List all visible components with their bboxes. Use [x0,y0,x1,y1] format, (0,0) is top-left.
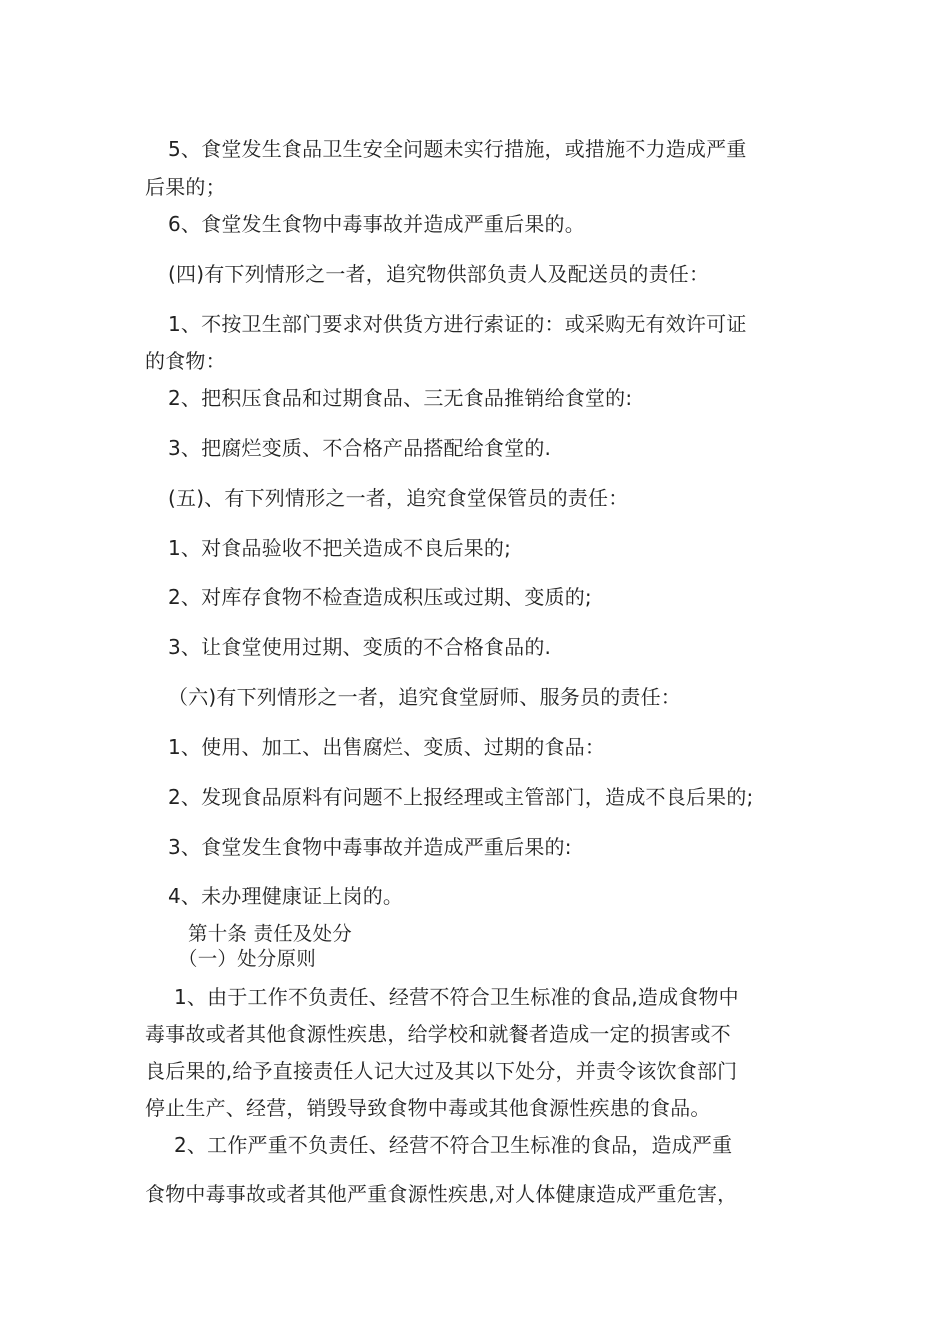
principle-1-line-1: 1、由于工作不负责任、经营不符合卫生标准的食品,造成食物中 [174,985,739,1009]
section-six-item-4: 4、未办理健康证上岗的。 [168,884,404,908]
section-four-heading: (四)有下列情形之一者，追究物供部负责人及配送员的责任： [168,262,710,286]
principle-2-line-2: 食物中毒事故或者其他严重食源性疾患,对人体健康造成严重危害， [145,1182,738,1206]
section-four-item-1-line-1: 1、不按卫生部门要求对供货方进行索证的：或采购无有效许可证 [168,312,747,336]
section-four-item-1-line-2: 的食物： [145,349,226,373]
principle-2-line-1: 2、工作严重不负责任、经营不符合卫生标准的食品，造成严重 [174,1133,733,1157]
principle-1-line-3: 良后果的,给予直接责任人记大过及其以下处分，并责令该饮食部门 [145,1059,738,1083]
article-ten-heading: 第十条 责任及处分 [188,922,352,945]
section-five-heading: (五)、有下列情形之一者，追究食堂保管员的责任： [168,486,629,510]
section-five-item-2: 2、对库存食物不检查造成积压或过期、变质的; [168,585,592,609]
principles-heading: （一）处分原则 [178,947,316,970]
section-five-item-1: 1、对食品验收不把关造成不良后果的; [168,536,512,560]
principle-1-line-4: 停止生产、经营，销毁导致食物中毒或其他食源性疾患的食品。 [145,1096,711,1120]
principle-1-line-2: 毒事故或者其他食源性疾患，给学校和就餐者造成一定的损害或不 [145,1022,731,1046]
clause-6: 6、食堂发生食物中毒事故并造成严重后果的。 [168,212,585,236]
section-six-item-1: 1、使用、加工、出售腐烂、变质、过期的食品： [168,735,606,759]
section-six-item-3: 3、食堂发生食物中毒事故并造成严重后果的: [168,835,572,859]
section-six-item-2: 2、发现食品原料有问题不上报经理或主管部门，造成不良后果的; [168,785,754,809]
section-five-item-3: 3、让食堂使用过期、变质的不合格食品的. [168,635,552,659]
clause-5-line-2: 后果的； [145,175,226,199]
section-four-item-3: 3、把腐烂变质、不合格产品搭配给食堂的. [168,436,552,460]
section-six-heading: （六)有下列情形之一者，追究食堂厨师、服务员的责任： [168,685,682,709]
section-four-item-2: 2、把积压食品和过期食品、三无食品推销给食堂的: [168,386,633,410]
clause-5-line-1: 5、食堂发生食品卫生安全问题未实行措施，或措施不力造成严重 [168,137,747,161]
